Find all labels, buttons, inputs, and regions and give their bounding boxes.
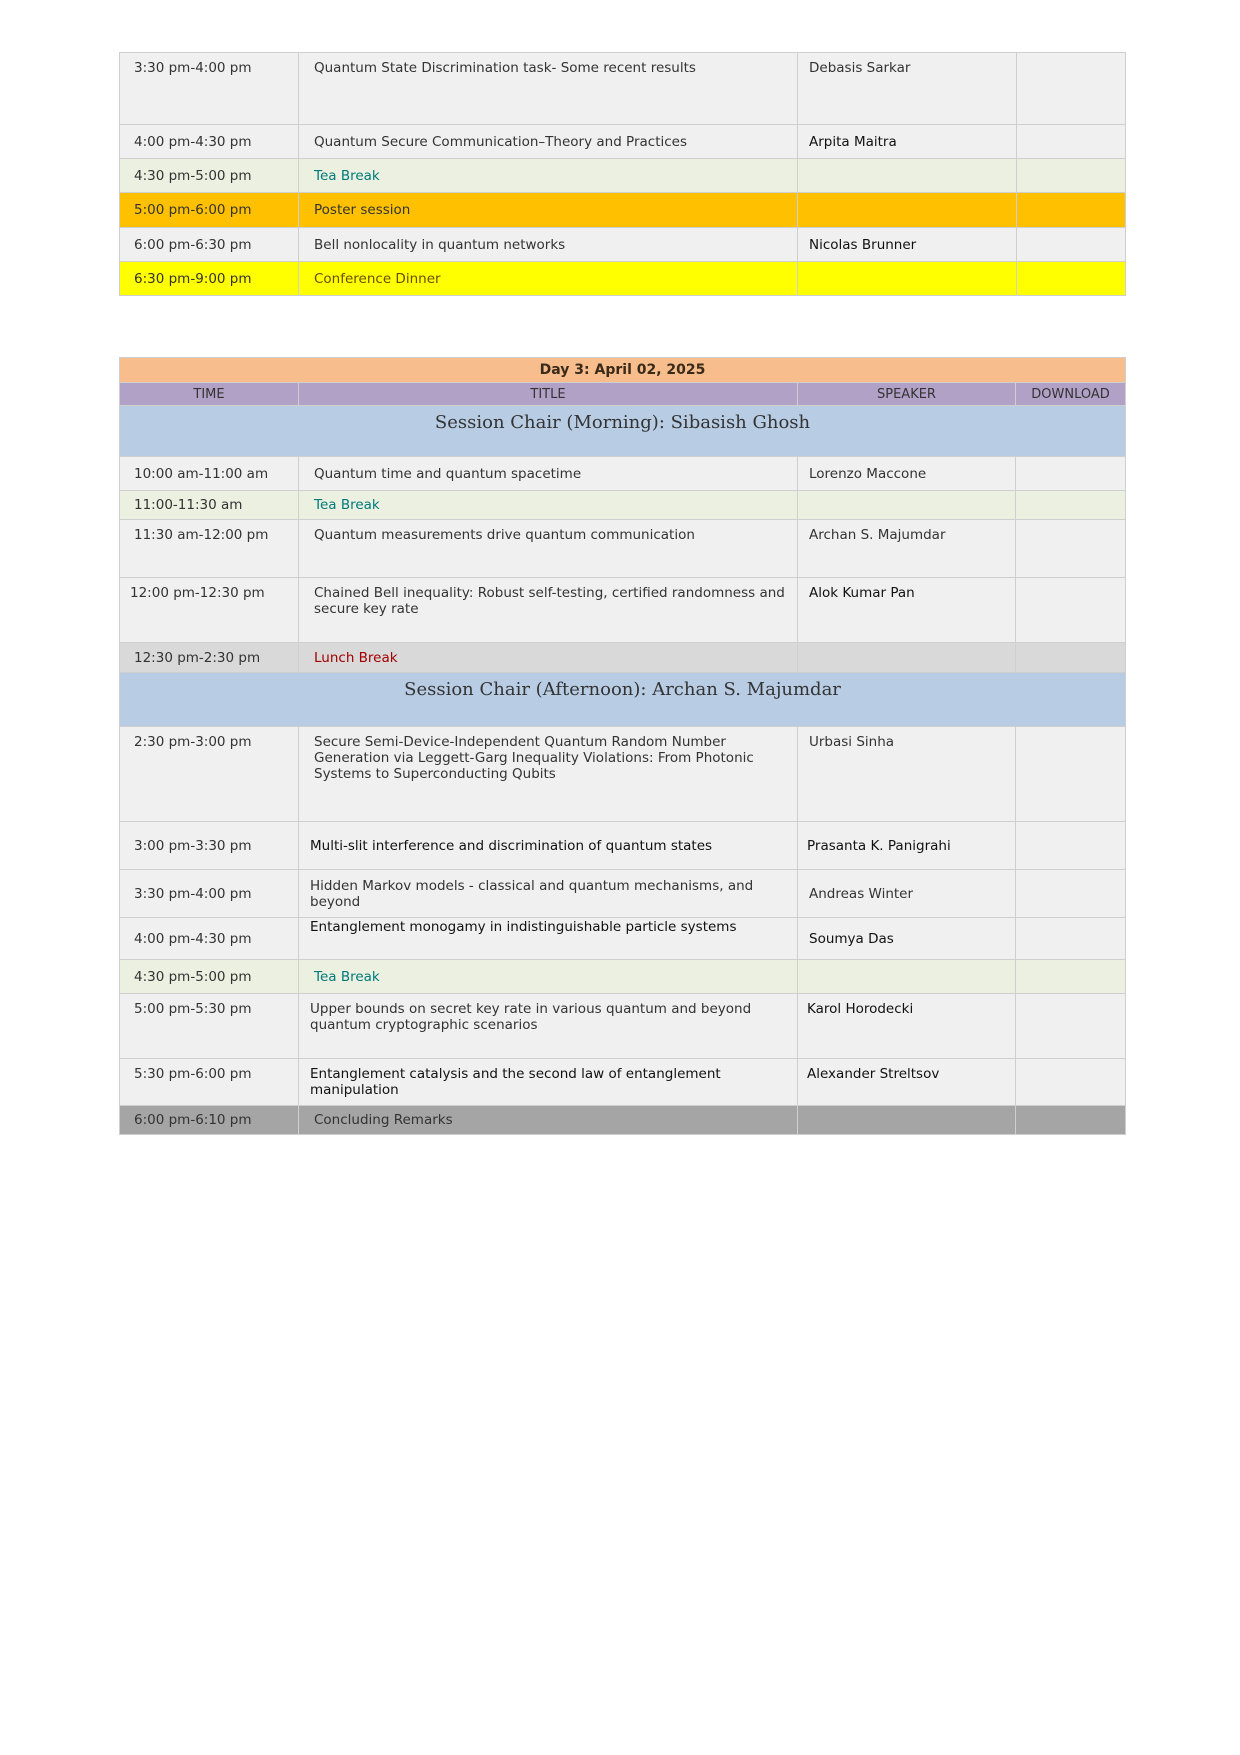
download-cell[interactable]: [1017, 228, 1126, 262]
table-row: [120, 643, 1126, 673]
speaker-name: Andreas Winter: [798, 870, 1016, 918]
column-header-download: DOWNLOAD: [1016, 383, 1126, 406]
speaker-name: [798, 643, 1016, 673]
talk-title: Secure Semi-Device-Independent Quantum Random Number Generation via Leggett-Garg Inequality Violations: From Photonic Systems to Superconducting Qubits: [299, 727, 798, 822]
time-cell: 5:00 pm-5:30 pm: [120, 994, 299, 1059]
table-row: [120, 994, 1126, 1059]
table-row: [120, 457, 1126, 491]
download-cell: [1017, 193, 1126, 228]
time-cell: 3:30 pm-4:00 pm: [120, 53, 299, 125]
day3-schedule-table: [119, 357, 1126, 1135]
session-chair-afternoon: Session Chair (Afternoon): Archan S. Majumdar: [120, 673, 1126, 727]
day-heading: Day 3: April 02, 2025: [120, 358, 1126, 383]
session-chair-row: [120, 673, 1126, 727]
speaker-name: Karol Horodecki: [798, 994, 1016, 1059]
table-row: [120, 262, 1126, 296]
time-cell: 4:30 pm-5:00 pm: [120, 960, 299, 994]
break-label: Tea Break: [299, 960, 798, 994]
speaker-name: Prasanta K. Panigrahi: [798, 822, 1016, 870]
talk-title: Quantum Secure Communication–Theory and Practices: [299, 125, 798, 159]
time-cell: 12:30 pm-2:30 pm: [120, 643, 299, 673]
talk-title: Hidden Markov models - classical and quantum mechanisms, and beyond: [299, 870, 798, 918]
table-row: [120, 1059, 1126, 1106]
download-cell[interactable]: [1016, 870, 1126, 918]
column-header-row: [120, 383, 1126, 406]
talk-title: Upper bounds on secret key rate in various quantum and beyond quantum cryptographic scenarios: [299, 994, 798, 1059]
session-label: Concluding Remarks: [299, 1106, 798, 1135]
speaker-name: Lorenzo Maccone: [798, 457, 1016, 491]
time-cell: 4:00 pm-4:30 pm: [120, 918, 299, 960]
talk-title: Entanglement monogamy in indistinguishable particle systems: [299, 918, 798, 960]
time-cell: 2:30 pm-3:00 pm: [120, 727, 299, 822]
speaker-name: Archan S. Majumdar: [798, 520, 1016, 578]
table-row: [120, 960, 1126, 994]
time-cell: 4:30 pm-5:00 pm: [120, 159, 299, 193]
speaker-name: [798, 960, 1016, 994]
table-row: [120, 727, 1126, 822]
download-cell: [1016, 960, 1126, 994]
talk-title: Quantum State Discrimination task- Some recent results: [299, 53, 798, 125]
table-row: [120, 822, 1126, 870]
speaker-name: Alok Kumar Pan: [798, 578, 1016, 643]
time-cell: 11:30 am-12:00 pm: [120, 520, 299, 578]
session-label: Poster session: [299, 193, 798, 228]
table-row: [120, 125, 1126, 159]
download-cell: [1017, 262, 1126, 296]
download-cell[interactable]: [1016, 994, 1126, 1059]
speaker-name: Alexander Streltsov: [798, 1059, 1016, 1106]
talk-title: Chained Bell inequality: Robust self-testing, certified randomness and secure key rate: [299, 578, 798, 643]
session-label: Conference Dinner: [299, 262, 798, 296]
table-row: [120, 228, 1126, 262]
download-cell[interactable]: [1016, 918, 1126, 960]
time-cell: 3:30 pm-4:00 pm: [120, 870, 299, 918]
table-row: [120, 53, 1126, 125]
column-header-speaker: SPEAKER: [798, 383, 1016, 406]
speaker-name: [798, 262, 1017, 296]
column-header-time: TIME: [120, 383, 299, 406]
time-cell: 11:00-11:30 am: [120, 491, 299, 520]
table-row: [120, 491, 1126, 520]
speaker-name: [798, 159, 1017, 193]
download-cell: [1016, 643, 1126, 673]
break-label: Lunch Break: [299, 643, 798, 673]
speaker-name: Soumya Das: [798, 918, 1016, 960]
download-cell[interactable]: [1016, 1059, 1126, 1106]
session-chair-morning: Session Chair (Morning): Sibasish Ghosh: [120, 406, 1126, 457]
time-cell: 5:30 pm-6:00 pm: [120, 1059, 299, 1106]
download-cell[interactable]: [1016, 578, 1126, 643]
time-cell: 6:00 pm-6:30 pm: [120, 228, 299, 262]
download-cell[interactable]: [1017, 53, 1126, 125]
table-row: [120, 520, 1126, 578]
talk-title: Entanglement catalysis and the second law of entanglement manipulation: [299, 1059, 798, 1106]
table-row: [120, 1106, 1126, 1135]
download-cell: [1016, 491, 1126, 520]
break-label: Tea Break: [299, 159, 798, 193]
time-cell: 4:00 pm-4:30 pm: [120, 125, 299, 159]
talk-title: Quantum time and quantum spacetime: [299, 457, 798, 491]
table-row: [120, 870, 1126, 918]
break-label: Tea Break: [299, 491, 798, 520]
speaker-name: Debasis Sarkar: [798, 53, 1017, 125]
time-cell: 3:00 pm-3:30 pm: [120, 822, 299, 870]
download-cell[interactable]: [1017, 125, 1126, 159]
talk-title: Multi-slit interference and discrimination of quantum states: [299, 822, 798, 870]
download-cell: [1017, 159, 1126, 193]
table-row: [120, 193, 1126, 228]
speaker-name: [798, 193, 1017, 228]
download-cell[interactable]: [1016, 822, 1126, 870]
day2-schedule-table: [119, 52, 1126, 296]
download-cell[interactable]: [1016, 457, 1126, 491]
time-cell: 6:30 pm-9:00 pm: [120, 262, 299, 296]
download-cell[interactable]: [1016, 727, 1126, 822]
time-cell: 10:00 am-11:00 am: [120, 457, 299, 491]
time-cell: 12:00 pm-12:30 pm: [120, 578, 299, 643]
talk-title: Quantum measurements drive quantum communication: [299, 520, 798, 578]
time-cell: 5:00 pm-6:00 pm: [120, 193, 299, 228]
talk-title: Bell nonlocality in quantum networks: [299, 228, 798, 262]
speaker-name: [798, 1106, 1016, 1135]
time-cell: 6:00 pm-6:10 pm: [120, 1106, 299, 1135]
table-row: [120, 159, 1126, 193]
speaker-name: Urbasi Sinha: [798, 727, 1016, 822]
download-cell: [1016, 1106, 1126, 1135]
session-chair-row: [120, 406, 1126, 457]
table-row: [120, 918, 1126, 960]
speaker-name: [798, 491, 1016, 520]
column-header-title: TITLE: [299, 383, 798, 406]
day-heading-row: [120, 358, 1126, 383]
table-row: [120, 578, 1126, 643]
speaker-name: Nicolas Brunner: [798, 228, 1017, 262]
download-cell[interactable]: [1016, 520, 1126, 578]
speaker-name: Arpita Maitra: [798, 125, 1017, 159]
